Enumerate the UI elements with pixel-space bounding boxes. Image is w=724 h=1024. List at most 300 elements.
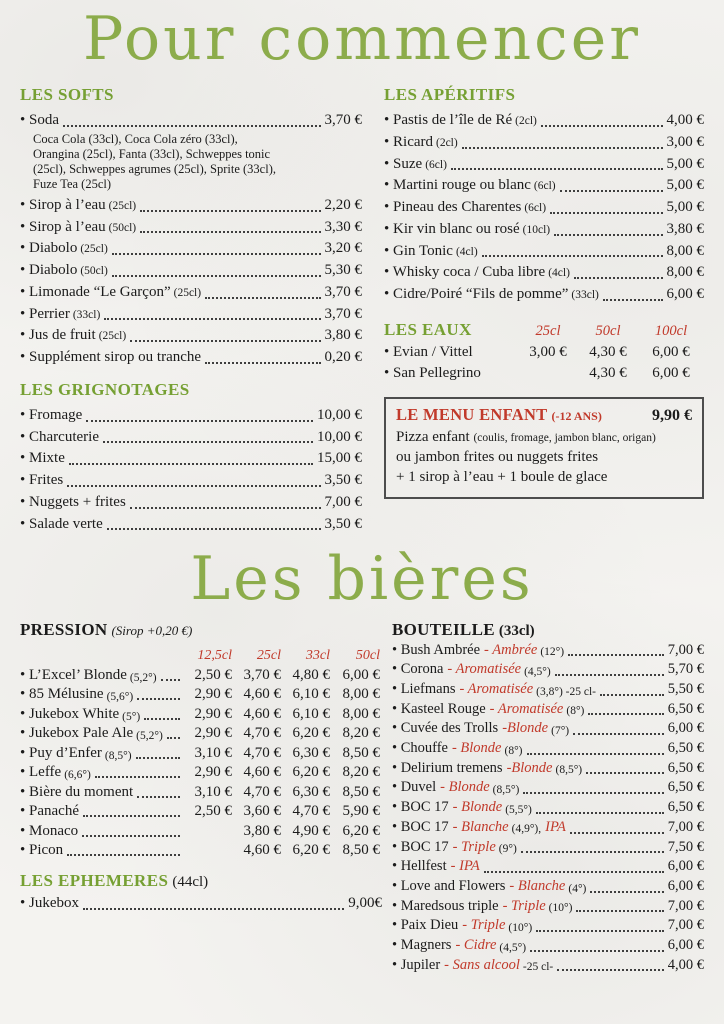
bouteille-size-note: (33cl): [498, 622, 535, 639]
bottled-beer-style: -Blonde: [502, 720, 549, 737]
draft-beer-name: • 85 Mélusine: [20, 686, 104, 703]
dot-leader: [107, 528, 321, 530]
draft-beer-degree: (8,5°): [104, 749, 132, 762]
draft-beer-name: • Jukebox White: [20, 706, 119, 723]
bottled-beer-degree: (10°): [508, 921, 533, 934]
pression-size-header-row: [20, 648, 382, 664]
bottled-beer-price: 6,50 €: [667, 700, 704, 717]
dot-leader: [112, 275, 321, 277]
draft-price-12-5cl: 2,50 €: [194, 666, 232, 683]
dot-leader: [554, 234, 662, 236]
item-name-wrap: [20, 283, 201, 302]
kids-menu-title: LE MENU ENFANT: [396, 404, 548, 424]
bottled-beer-price: 4,00 €: [667, 956, 704, 973]
draft-price-33cl: 6,20 €: [292, 842, 330, 859]
menu-item-row: [20, 406, 362, 425]
bottled-beer-style: - Cidre: [455, 936, 497, 953]
dot-leader: [67, 854, 180, 856]
item-name: Limonade “Le Garçon”: [29, 283, 171, 300]
bottled-beer-row: [392, 701, 704, 719]
bottled-beer-name: • Delirium tremens: [392, 760, 503, 778]
dot-leader: [140, 231, 320, 233]
pression-column: [20, 620, 382, 977]
draft-price-12-5cl: 2,90 €: [194, 764, 232, 781]
draft-price-25cl: 4,70 €: [243, 783, 281, 800]
draft-beer-name: • Monaco: [20, 823, 78, 840]
menu-item-row: [384, 198, 704, 217]
draft-beer-row: [20, 706, 382, 723]
item-name: Frites: [29, 472, 64, 489]
draft-price-33cl: 6,10 €: [292, 705, 330, 722]
item-name: Gin Tonic: [393, 242, 453, 259]
eaux-col-header-100cl: 100cl: [654, 322, 688, 339]
item-price: 8,00 €: [666, 264, 704, 281]
bottled-beer-name: • BOC 17: [392, 799, 449, 817]
item-size: (25cl): [80, 243, 108, 256]
menu-item-row: [20, 348, 362, 367]
item-name-wrap: [384, 155, 447, 174]
item-price: 3,70 €: [324, 112, 362, 129]
bottled-beer-style: -Blonde: [506, 759, 553, 776]
draft-beer-row: [20, 764, 382, 781]
water-row: [384, 365, 704, 382]
item-size: (4cl): [455, 245, 478, 258]
kids-menu-line-1-main: Pizza enfant: [396, 428, 470, 445]
draft-beer-name-wrap: [20, 803, 184, 820]
bottled-beer-row: [392, 720, 704, 738]
dot-leader: [536, 930, 664, 932]
item-size: (4cl): [548, 267, 570, 280]
menu-item-row: [384, 155, 704, 174]
menu-item-row: [20, 239, 362, 258]
item-name-wrap: [20, 515, 103, 534]
dot-leader: [568, 654, 664, 656]
draft-beer-row: [20, 823, 382, 840]
item-price: 4,00 €: [666, 112, 704, 129]
dot-leader: [576, 910, 663, 912]
bottled-beer-price: 7,00 €: [667, 818, 704, 835]
menu-item-row: [20, 283, 362, 302]
bottled-beer-price: 7,00 €: [667, 917, 704, 934]
menu-item-row: [384, 263, 704, 282]
dot-leader: [130, 340, 320, 342]
draft-beer-row: [20, 667, 382, 684]
kids-menu-header: [396, 405, 692, 425]
item-name: Perrier: [29, 305, 70, 322]
bottled-beer-name: • Hellfest: [392, 858, 447, 876]
item-size: (2cl): [515, 115, 537, 128]
bottled-beer-price: 7,50 €: [667, 838, 704, 855]
bottled-beer-name: • Duvel: [392, 779, 436, 797]
item-name-wrap: [20, 239, 108, 258]
kids-menu-line-1: [396, 427, 692, 447]
item-name-wrap: [20, 218, 136, 237]
item-name-wrap: [20, 493, 126, 512]
draft-beer-name: • Picon: [20, 842, 63, 859]
item-price: 3,70 €: [324, 283, 362, 300]
bottled-beer-name: • Bush Ambrée: [392, 642, 480, 660]
dot-leader: [69, 463, 313, 465]
bouteille-heading-row: [392, 620, 704, 640]
menu-item-row: [384, 242, 704, 261]
bottled-beer-row: [392, 937, 704, 955]
item-name-wrap: [20, 894, 79, 913]
bottled-beer-style-2: IPA: [545, 818, 566, 835]
draft-beer-row: [20, 784, 382, 801]
item-price: 5,30 €: [324, 262, 362, 279]
draft-price-25cl: 4,60 €: [243, 764, 281, 781]
draft-beer-name-wrap: [20, 745, 184, 762]
draft-beer-degree: (5°): [122, 710, 141, 723]
item-name-wrap: [20, 406, 82, 425]
item-price: 5,00 €: [666, 199, 704, 216]
ephemeres-heading-row: [20, 871, 382, 891]
bottled-beer-row: [392, 858, 704, 876]
menu-item-row: [20, 493, 362, 512]
kids-menu-line-2: ou jambon frites ou nuggets frites: [396, 449, 599, 466]
draft-beer-name-wrap: [20, 823, 184, 840]
item-name-wrap: [20, 305, 100, 324]
dot-leader: [67, 485, 320, 487]
dot-leader: [521, 851, 664, 853]
kids-menu-age: (-12 ANS): [551, 408, 602, 423]
draft-price-50cl: 8,00 €: [342, 705, 380, 722]
draft-beer-row: [20, 745, 382, 762]
pression-col-header-50cl: 50cl: [355, 647, 380, 663]
dot-leader: [574, 277, 663, 279]
bottled-beer-name: • Cuvée des Trolls: [392, 720, 498, 738]
pression-heading-row: [20, 620, 382, 640]
bottled-beer-row: [392, 799, 704, 817]
dot-leader: [83, 908, 344, 910]
ephemeres-size-note: (44cl): [172, 874, 209, 891]
bottled-beer-degree: (3,8°) -25 cl-: [536, 685, 597, 698]
bottled-beer-price: 5,50 €: [667, 681, 704, 697]
item-name: Fromage: [29, 406, 83, 423]
item-name: Sirop à l’eau: [29, 218, 106, 235]
draft-price-50cl: 8,00 €: [342, 686, 380, 703]
item-price: 3,50 €: [324, 515, 362, 532]
water-price-25cl: 3,00 €: [529, 343, 567, 360]
item-name-wrap: [384, 133, 458, 152]
bottled-beer-row: [392, 898, 704, 916]
menu-item-row: [20, 428, 362, 447]
dot-leader: [588, 713, 663, 715]
aperitifs-column: [384, 85, 704, 536]
draft-beer-name-wrap: [20, 784, 184, 801]
dot-leader: [63, 125, 320, 127]
dot-leader: [482, 255, 663, 257]
bouteille-column: [392, 620, 704, 977]
bottled-beer-price: 6,00 €: [667, 877, 704, 894]
item-size: (33cl): [571, 289, 599, 302]
bottled-beer-degree: (4,9°),: [511, 823, 542, 836]
dot-leader: [167, 737, 180, 739]
bottled-beer-style: - Aromatisée: [447, 661, 522, 678]
bottled-beer-degree: (9°): [498, 843, 517, 856]
dot-leader: [104, 318, 320, 320]
draft-price-12-5cl: 2,90 €: [194, 705, 232, 722]
draft-price-33cl: 6,10 €: [292, 686, 330, 703]
eaux-col-header-25cl: 25cl: [535, 322, 561, 339]
item-size: (50cl): [108, 221, 137, 234]
draft-beer-name: • L’Excel’ Blonde: [20, 667, 127, 684]
item-name-wrap: [384, 242, 478, 261]
grignotages-heading: LES GRIGNOTAGES: [20, 379, 190, 399]
bottled-beer-style: - Blonde: [440, 779, 490, 796]
dot-leader: [603, 299, 663, 301]
item-size: (33cl): [72, 308, 101, 321]
bottled-beer-degree: (8°): [566, 705, 585, 718]
dot-leader: [527, 753, 664, 755]
water-price-50cl: 4,30 €: [589, 364, 627, 381]
bottled-beer-row: [392, 642, 704, 660]
dot-leader: [536, 812, 664, 814]
eaux-heading: LES EAUX: [384, 319, 472, 339]
pression-col-header-33cl: 33cl: [305, 647, 330, 663]
bottled-beer-degree: (4°): [568, 882, 587, 895]
menu-item-row: [384, 176, 704, 195]
bottled-beer-style: - Triple: [502, 897, 546, 914]
item-name: Jus de fruit: [29, 327, 96, 344]
bottled-beer-name: • Liefmans: [392, 681, 455, 699]
draft-beer-row: [20, 686, 382, 703]
bottled-beer-name: • BOC 17: [392, 819, 449, 837]
draft-price-25cl: 3,80 €: [243, 822, 281, 839]
softs-list: [20, 111, 362, 367]
bottled-beer-style: - Blonde: [451, 740, 502, 757]
item-price: 3,80 €: [324, 327, 362, 344]
item-name-wrap: [20, 471, 63, 490]
bottled-beer-degree: (8,5°): [555, 764, 583, 777]
dot-leader: [95, 776, 180, 778]
softs-heading: LES SOFTS: [20, 85, 114, 105]
bottled-beer-degree: -25 cl-: [522, 961, 554, 974]
pression-col-header-25cl: 25cl: [256, 647, 281, 663]
item-name-wrap: [20, 326, 126, 345]
draft-price-12-5cl: 2,90 €: [194, 686, 232, 703]
bottled-beer-price: 6,00 €: [667, 858, 704, 875]
draft-price-25cl: 3,60 €: [243, 803, 281, 820]
item-name: Diabolo: [29, 262, 78, 279]
draft-price-25cl: 4,70 €: [243, 725, 281, 742]
dot-leader: [484, 871, 664, 873]
bottled-beer-name: • Corona: [392, 661, 443, 679]
menu-item-row: [20, 471, 362, 490]
item-name: Pineau des Charentes: [393, 199, 522, 216]
starters-section: [0, 85, 724, 536]
bottled-beer-name: • Jupiler: [392, 957, 440, 975]
draft-beer-name-wrap: [20, 686, 184, 703]
item-price: 10,00 €: [317, 406, 362, 423]
water-price-50cl: 4,30 €: [589, 343, 627, 360]
item-name-wrap: [384, 263, 570, 282]
bottled-beer-row: [392, 839, 704, 857]
dot-leader: [541, 125, 663, 127]
draft-price-50cl: 8,50 €: [342, 842, 380, 859]
item-size: (6cl): [524, 202, 547, 215]
draft-price-50cl: 6,00 €: [342, 666, 380, 683]
item-name-wrap: [384, 198, 546, 217]
draft-price-50cl: 8,50 €: [342, 783, 380, 800]
draft-price-12-5cl: 3,10 €: [194, 744, 232, 761]
bottled-beer-row: [392, 661, 704, 679]
draft-beer-row: [20, 725, 382, 742]
bottled-beer-price: 6,50 €: [667, 740, 704, 757]
dot-leader: [600, 694, 664, 696]
draft-beer-row: [20, 803, 382, 820]
item-name: Cidre/Poiré “Fils de pomme”: [393, 286, 569, 303]
item-price: 9,00€: [348, 895, 382, 912]
bottled-beer-row: [392, 917, 704, 935]
dot-leader: [112, 253, 321, 255]
item-variants: Coca Cola (33cl), Coca Cola zéro (33cl), Orangina (25cl), Fanta (33cl), Schweppes tonic (25cl), Schweppes agrumes (25cl), Sprite (33cl), Fuze Tea (25cl): [33, 131, 276, 191]
menu-item-row: [20, 894, 382, 913]
draft-beer-name-wrap: [20, 725, 184, 742]
pression-header-spacer: [20, 648, 184, 664]
draft-beer-degree: (6,6°): [64, 769, 91, 782]
bottled-beer-name: • Kasteel Rouge: [392, 701, 486, 719]
softs-column: [20, 85, 362, 536]
bottled-beer-name: • Paix Dieu: [392, 917, 458, 935]
menu-item-row: [20, 515, 362, 534]
bottled-beer-style: - IPA: [450, 858, 480, 875]
item-name: Ricard: [393, 133, 433, 150]
eaux-header-row: [384, 320, 704, 340]
item-price: 0,20 €: [324, 349, 362, 366]
bottled-beer-price: 6,50 €: [667, 779, 704, 796]
item-name: Jukebox: [29, 895, 80, 912]
bouteille-list: [392, 642, 704, 975]
bottled-beer-style: - Aromatisée: [489, 700, 564, 717]
draft-beer-name-wrap: [20, 842, 184, 859]
dot-leader: [451, 168, 663, 170]
dot-leader: [560, 190, 663, 192]
bottled-beer-degree: (4,5°): [499, 941, 527, 954]
item-name-wrap: [384, 176, 556, 195]
item-price: 6,00 €: [666, 286, 704, 303]
item-name: Supplément sirop ou tranche: [29, 349, 202, 366]
dot-leader: [137, 796, 180, 798]
pression-syrup-note: (Sirop +0,20 €): [111, 622, 193, 638]
kids-menu-line-3: + 1 sirop à l’eau + 1 boule de glace: [396, 469, 608, 486]
water-row: [384, 344, 704, 361]
item-price: 10,00 €: [317, 428, 362, 445]
draft-beer-name: • Panaché: [20, 803, 79, 820]
water-price-100cl: 6,00 €: [652, 364, 690, 381]
menu-title-starters: Pour commencer: [83, 4, 641, 74]
dot-leader: [82, 835, 180, 837]
dot-leader: [136, 757, 180, 759]
bottled-beer-name: • Maredsous triple: [392, 898, 499, 916]
item-size: (10cl): [522, 223, 551, 236]
aperitifs-heading: LES APÉRITIFS: [384, 85, 516, 105]
item-name: Whisky coca / Cuba libre: [392, 264, 546, 281]
bottled-beer-style: - Ambrée: [484, 641, 538, 658]
aperitifs-list: [384, 111, 704, 304]
item-name: Suze: [393, 155, 423, 172]
item-name-wrap: [20, 449, 65, 468]
draft-price-12-5cl: 2,90 €: [194, 725, 232, 742]
bottled-beer-style: - Aromatisée: [459, 681, 534, 697]
item-price: 3,00 €: [666, 133, 704, 150]
item-name: Salade verte: [29, 515, 103, 532]
draft-price-33cl: 4,90 €: [292, 822, 330, 839]
bottled-beer-name: • Chouffe: [392, 740, 448, 758]
bottled-beer-price: 7,00 €: [667, 897, 704, 914]
bottled-beer-row: [392, 760, 704, 778]
item-name-wrap: [20, 348, 201, 367]
draft-price-50cl: 8,20 €: [342, 725, 380, 742]
item-price: 2,20 €: [324, 196, 362, 213]
draft-beer-name: • Leffe: [20, 764, 61, 781]
item-name-wrap: [384, 285, 599, 304]
item-name-wrap: [20, 428, 99, 447]
item-price: 3,30 €: [324, 218, 362, 235]
bottled-beer-name: • BOC 17: [392, 839, 449, 857]
dot-leader: [530, 950, 664, 952]
menu-item-row: [20, 111, 362, 130]
kids-menu-price: 9,90 €: [652, 406, 692, 424]
dot-leader: [586, 772, 664, 774]
bottled-beer-price: 6,50 €: [667, 759, 704, 776]
bottled-beer-name: • Love and Flowers: [392, 878, 505, 896]
bottled-beer-degree: (8°): [504, 744, 523, 757]
draft-price-25cl: 4,60 €: [243, 705, 281, 722]
draft-beer-degree: (5,6°): [106, 691, 134, 704]
bottled-beer-style: - Triple: [452, 838, 496, 855]
dot-leader: [103, 441, 313, 443]
bottled-beer-name: • Magners: [392, 937, 451, 955]
item-name: Martini rouge ou blanc: [393, 177, 531, 194]
menu-item-row: [384, 133, 704, 152]
bottled-beer-price: 6,00 €: [667, 720, 704, 737]
draft-beer-name-wrap: [20, 706, 184, 723]
dot-leader: [140, 210, 320, 212]
item-name: Nuggets + frites: [29, 493, 126, 510]
draft-price-25cl: 4,60 €: [243, 686, 281, 703]
bottled-beer-row: [392, 681, 704, 699]
water-name: • Evian / Vittel: [384, 344, 518, 361]
dot-leader: [570, 832, 664, 834]
pression-heading: PRESSION: [20, 619, 108, 639]
item-size: (50cl): [80, 265, 108, 278]
beers-section: [0, 620, 724, 977]
item-price: 3,20 €: [324, 240, 362, 257]
menu-item-row: [20, 305, 362, 324]
bottled-beer-row: [392, 819, 704, 837]
dot-leader: [555, 674, 664, 676]
item-price: 8,00 €: [666, 242, 704, 259]
dot-leader: [161, 679, 180, 681]
item-name-wrap: [20, 261, 108, 280]
draft-price-50cl: 5,90 €: [342, 803, 380, 820]
bottled-beer-style: - Triple: [462, 917, 506, 934]
bottled-beer-price: 7,00 €: [667, 641, 704, 658]
draft-price-33cl: 4,80 €: [292, 666, 330, 683]
item-name-wrap: [20, 196, 136, 215]
bottled-beer-row: [392, 957, 704, 975]
bottled-beer-degree: (12°): [540, 646, 565, 659]
item-name: Kir vin blanc ou rosé: [393, 220, 520, 237]
kids-menu-line-1-note: (coulis, fromage, jambon blanc, origan): [473, 431, 656, 444]
item-price: 3,70 €: [324, 305, 362, 322]
item-name-wrap: [384, 111, 537, 130]
eaux-col-header-50cl: 50cl: [595, 322, 621, 339]
dot-leader: [137, 698, 180, 700]
ephemeres-list: [20, 894, 382, 913]
draft-price-33cl: 6,30 €: [292, 744, 330, 761]
